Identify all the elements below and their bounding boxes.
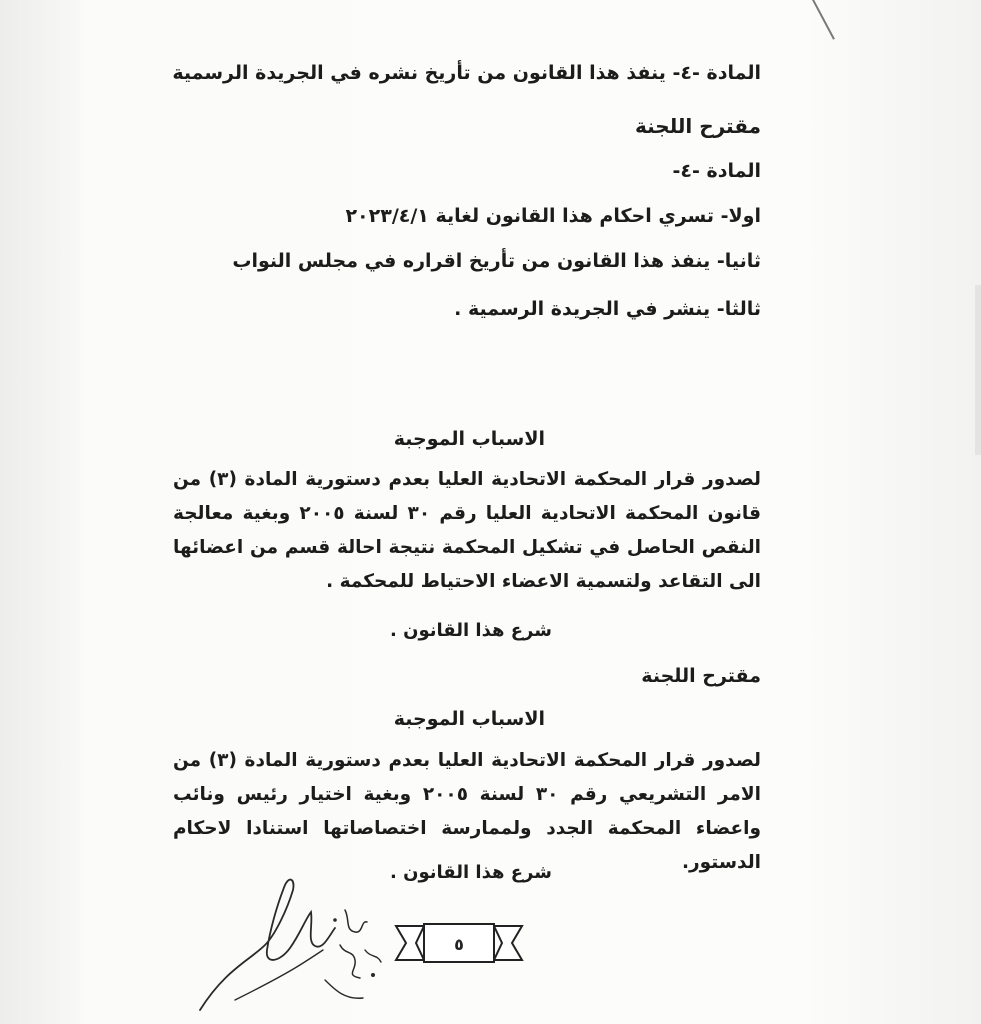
clause-third: ثالثا- ينشر في الجريدة الرسمية . bbox=[454, 298, 761, 320]
reasons-heading-2: الاسباب الموجبة bbox=[393, 708, 545, 730]
reasons-paragraph: لصدور قرار المحكمة الاتحادية العليا بعدم دستورية المادة (٣) من قانون المحكمة الاتحادية العليا رقم ٣٠ لسنة ٢٠٠٥ وبغية معالجة النقص الحاصل في تشكيل المحكمة نتيجة احالة قسم من اعضائها الى التقاعد ولتسمية الاعضاء الاحتياط للمحكمة . bbox=[173, 469, 761, 592]
article-4-original: المادة -٤- ينفذ هذا القانون من تأريخ نشره في الجريدة الرسمية bbox=[172, 62, 761, 84]
reasons-heading: الاسباب الموجبة bbox=[393, 428, 545, 450]
page-number-ribbon bbox=[394, 920, 524, 966]
clause-first: اولا- تسري احكام هذا القانون لغاية ٢٠٢٣/٤/١ bbox=[345, 205, 761, 227]
committee-proposal-heading: مقترح اللجنة bbox=[635, 114, 761, 138]
article-4-label: المادة -٤- bbox=[672, 160, 761, 182]
clause-second: ثانيا- ينفذ هذا القانون من تأريخ اقراره في مجلس النواب bbox=[232, 250, 761, 272]
page-number: ٥ bbox=[454, 935, 464, 954]
enactment-line-2: شرع هذا القانون . bbox=[390, 862, 552, 883]
reasons-paragraph-2: لصدور قرار المحكمة الاتحادية العليا بعدم دستورية المادة (٣) من الامر التشريعي رقم ٣٠ لسنة ٢٠٠٥ وبغية اختيار رئيس ونائب واعضاء المحكمة الجدد ولممارسة اختصاصاتها استنادا لاحكام الدستور. bbox=[173, 750, 761, 873]
committee-proposal-heading-2: مقترح اللجنة bbox=[641, 665, 761, 687]
enactment-line: شرع هذا القانون . bbox=[390, 620, 552, 641]
handwritten-signature bbox=[195, 850, 395, 1020]
